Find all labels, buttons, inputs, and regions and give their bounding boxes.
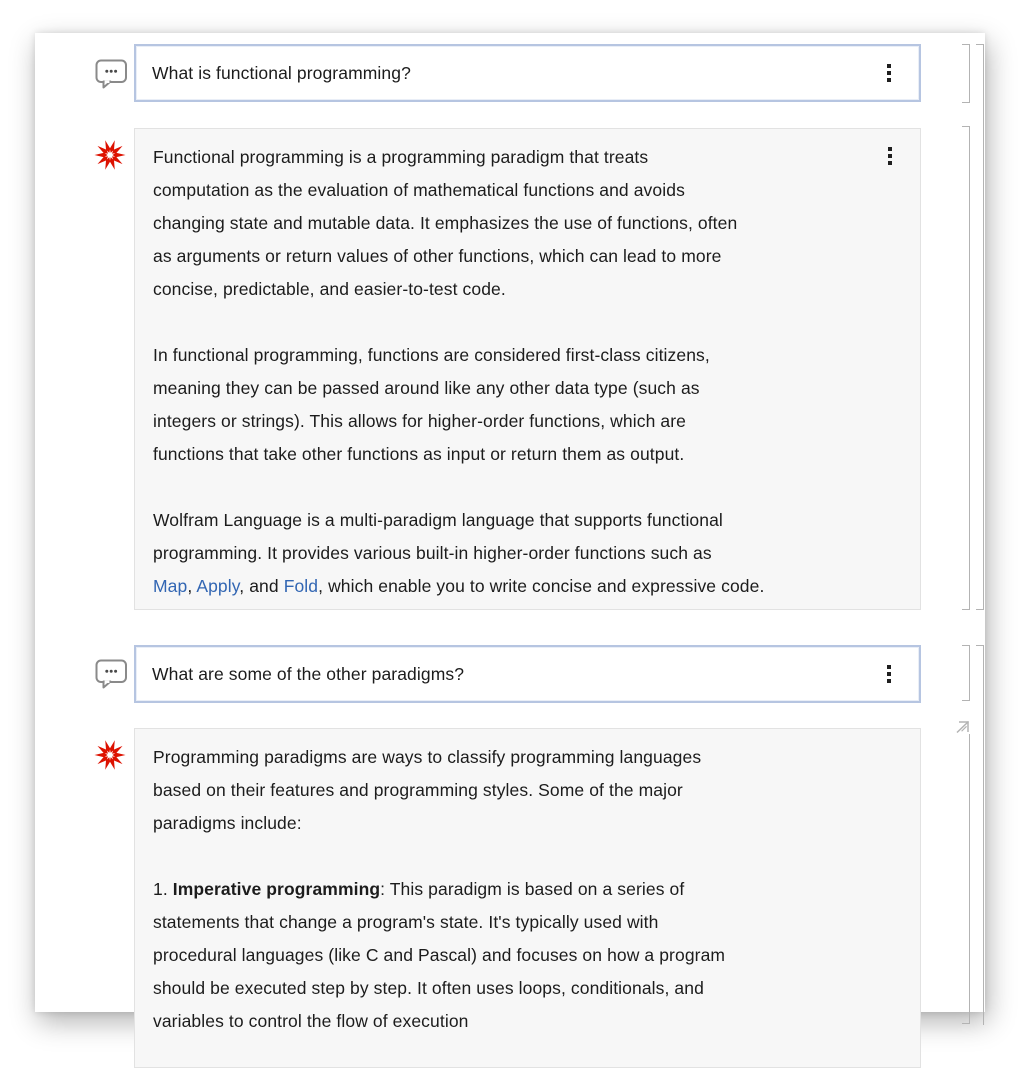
cell-menu-icon[interactable]	[883, 60, 895, 86]
speech-bubble-icon	[95, 59, 128, 95]
cell-menu-icon[interactable]	[883, 661, 895, 687]
text-segment: In functional programming, functions are considered first-class citizens,	[153, 345, 710, 365]
chat-input-text[interactable]: What are some of the other paradigms?	[152, 663, 465, 684]
paragraph	[153, 873, 868, 1038]
text-segment: concise, predictable, and easier-to-test code.	[153, 279, 506, 299]
text-segment: functions that take other functions as input or return them as output.	[153, 444, 685, 464]
chat-output-cell-1	[134, 128, 921, 610]
text-segment: variables to control the flow of execution	[153, 1011, 469, 1031]
text-segment: statements that change a program's state. It's typically used with	[153, 912, 659, 932]
group-bracket-2[interactable]	[976, 645, 984, 1025]
text-segment: ,	[187, 576, 197, 596]
text-segment: changing state and mutable data. It emphasizes the use of functions, often	[153, 213, 738, 233]
chat-input-text[interactable]: What is functional programming?	[152, 62, 411, 83]
cell-bracket-output-2[interactable]	[962, 734, 970, 1024]
group-bracket-1[interactable]	[976, 44, 984, 610]
text-segment: as arguments or return values of other functions, which can lead to more	[153, 246, 722, 266]
text-segment: , which enable you to write concise and expressive code.	[318, 576, 765, 596]
text-segment: 1.	[153, 879, 173, 899]
wl-function-link[interactable]: Apply	[196, 576, 240, 596]
paragraph	[153, 504, 868, 603]
chat-input-cell-1[interactable]	[134, 44, 921, 102]
paragraph	[153, 339, 868, 471]
cell-bracket-input-2[interactable]	[962, 645, 970, 701]
paragraph	[153, 141, 868, 306]
cell-bracket-output-1[interactable]	[962, 126, 970, 610]
chat-input-cell-2[interactable]	[134, 645, 921, 703]
text-segment: , and	[239, 576, 284, 596]
text-segment: Imperative programming	[172, 879, 381, 899]
text-segment: computation as the evaluation of mathematical functions and avoids	[153, 180, 685, 200]
text-segment: : This paradigm is based on a series of	[380, 879, 685, 899]
wl-function-link[interactable]: Fold	[283, 576, 319, 596]
text-segment: integers or strings). This allows for higher-order functions, which are	[153, 411, 686, 431]
chat-output-cell-2	[134, 728, 921, 1068]
text-segment: Functional programming is a programming paradigm that treats	[153, 147, 649, 167]
text-segment: Programming paradigms are ways to classify programming languages	[153, 747, 702, 767]
wolfram-spikey-icon	[94, 139, 126, 176]
text-segment: should be executed step by step. It often uses loops, conditionals, and	[153, 978, 704, 998]
wl-function-link[interactable]: Map	[153, 576, 188, 596]
chat-output-text	[153, 141, 868, 603]
cell-menu-icon[interactable]	[884, 143, 896, 169]
text-segment: paradigms include:	[153, 813, 302, 833]
text-segment: Wolfram Language is a multi-paradigm language that supports functional	[153, 510, 723, 530]
text-segment: based on their features and programming styles. Some of the major	[153, 780, 683, 800]
text-segment: procedural languages (like C and Pascal) and focuses on how a program	[153, 945, 726, 965]
wolfram-spikey-icon	[94, 739, 126, 776]
text-segment: programming. It provides various built-in higher-order functions such as	[153, 543, 712, 563]
paragraph	[153, 741, 868, 840]
cell-bracket-input-1[interactable]	[962, 44, 970, 103]
text-segment: meaning they can be passed around like any other data type (such as	[153, 378, 700, 398]
notebook-page	[35, 33, 985, 1031]
chat-output-text	[153, 741, 868, 1038]
speech-bubble-icon	[95, 659, 128, 695]
